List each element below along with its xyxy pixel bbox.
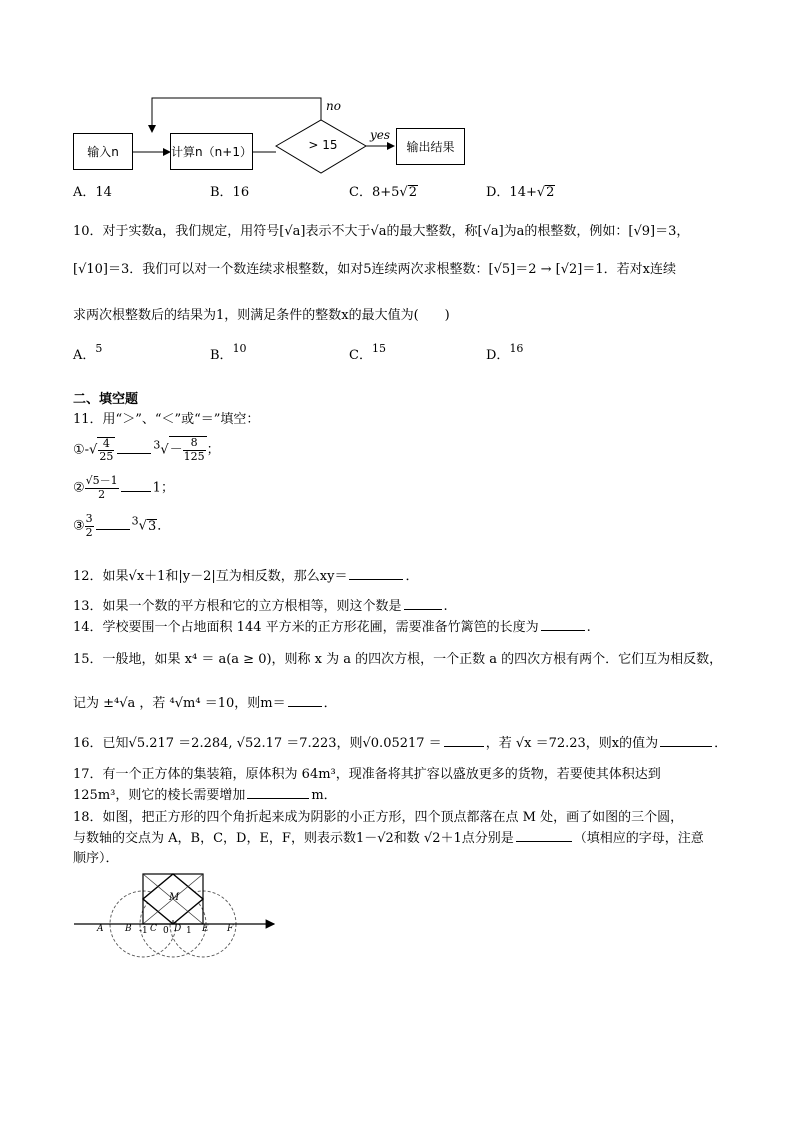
- q10-option-b: B．$^{10}$: [210, 342, 247, 363]
- q15-line-2: 记为 ±⁴√a ，若 ⁴√m⁴ ＝10，则m＝ ．: [73, 696, 337, 711]
- figure-label-c: C: [150, 924, 157, 934]
- flowchart-condition-label: > 15: [308, 138, 338, 152]
- figure-label-d: D: [174, 924, 182, 934]
- q10-option-c: C．$^{15}$: [349, 342, 386, 363]
- figure-label-one: 1: [186, 926, 192, 936]
- figure-label-m: M: [169, 892, 180, 903]
- q14: 14．学校要围一个占地面积 144 平方米的正方形花圃，需要准备竹篱笆的长度为 .: [73, 620, 591, 635]
- q17-line-2: 125m³，则它的棱长需要增加 m．: [73, 788, 337, 803]
- q11-item-1: ①-√ $\frac{4}{25}$ $^3$√－ $\frac{8}{125}$ ；: [73, 436, 220, 464]
- q9-option-a: A．14: [73, 185, 112, 200]
- q16: 16．已知√5.217 ＝2.284, √52.17 ＝7.223，则√0.05217 ＝ ，若 √x ＝72.23，则x的值为 ．: [73, 736, 728, 751]
- figure-label-f: F: [227, 924, 234, 934]
- q13: 13．如果一个数的平方根和它的立方根相等，则这个数是 .: [73, 599, 448, 614]
- flowchart-output-box: [396, 128, 465, 165]
- section-heading: 二、填空题: [73, 392, 139, 407]
- q10-option-d: D．$^{16}$: [486, 342, 524, 363]
- q11-item-2: ② $\frac{√5-1}{2}$ 1；: [73, 474, 174, 501]
- q9-option-b: B．16: [210, 185, 250, 200]
- flowchart-yes-label: yes: [370, 128, 391, 142]
- q12: 12．如果√x＋1和|y－2|互为相反数，那么xy＝ ．: [73, 569, 419, 584]
- flowchart-input-box: [73, 133, 133, 170]
- q11-stem: 11．用“＞”、“＜”或“＝”填空：: [73, 412, 260, 427]
- figure-label-e: E: [202, 924, 209, 934]
- flowchart-input-label: 输入n: [87, 145, 119, 159]
- q18-line-2: 与数轴的交点为 A，B，C，D，E，F，则表示数1－√2和数 √2＋1点分别是 （填相应的字母，注意: [73, 831, 704, 846]
- q17-line-1: 17．有一个正方体的集装箱，原体积为 64m³，现准备将其扩容以盛放更多的货物，若要使其体积达到: [73, 767, 661, 782]
- q18-line-3: 顺序）．: [73, 851, 119, 866]
- flowchart-no-label: no: [326, 99, 341, 113]
- figure-label-neg1: -1: [139, 926, 148, 936]
- q10-line-3: 求两次根整数后的结果为1，则满足条件的整数x的最大值为( ): [73, 308, 450, 323]
- q9-option-c: C．8+5√2: [349, 185, 417, 200]
- q15-line-1: 15．一般地，如果 x⁴ ＝ a(a ≥ 0)，则称 x 为 a 的四次方根，一个正数 a 的四次方根有两个．它们互为相反数，: [73, 652, 723, 667]
- q18-line-1: 18．如图，把正方形的四个角折起来成为阴影的小正方形，四个顶点都落在点 M 处，画了如图的三个圆，: [73, 810, 684, 825]
- q9-option-d: D．14+√2: [486, 185, 555, 200]
- flowchart-compute-box: [170, 133, 253, 170]
- q11-item-3: ③ $\frac{3}{2}$ $^3$√3．: [73, 512, 171, 539]
- q10-line-2: [√10]＝3．我们可以对一个数连续求根整数，如对5连续两次求根整数：[√5]＝2 → [√2]＝1．若对x连续: [73, 262, 676, 277]
- number-line-figure: [70, 868, 280, 960]
- flowchart-compute-label: 计算n（n+1）: [171, 145, 252, 159]
- flowchart-output-label: 输出结果: [406, 140, 455, 154]
- figure-label-b: B: [125, 924, 132, 934]
- q10-line-1: 10．对于实数a，我们规定，用符号[√a]表示不大于√a的最大整数，称[√a]为a的根整数，例如：[√9]＝3，: [73, 224, 690, 239]
- figure-label-zero: 0: [163, 926, 169, 936]
- figure-label-a: A: [97, 924, 104, 934]
- q10-option-a: A．$^5$: [73, 342, 103, 363]
